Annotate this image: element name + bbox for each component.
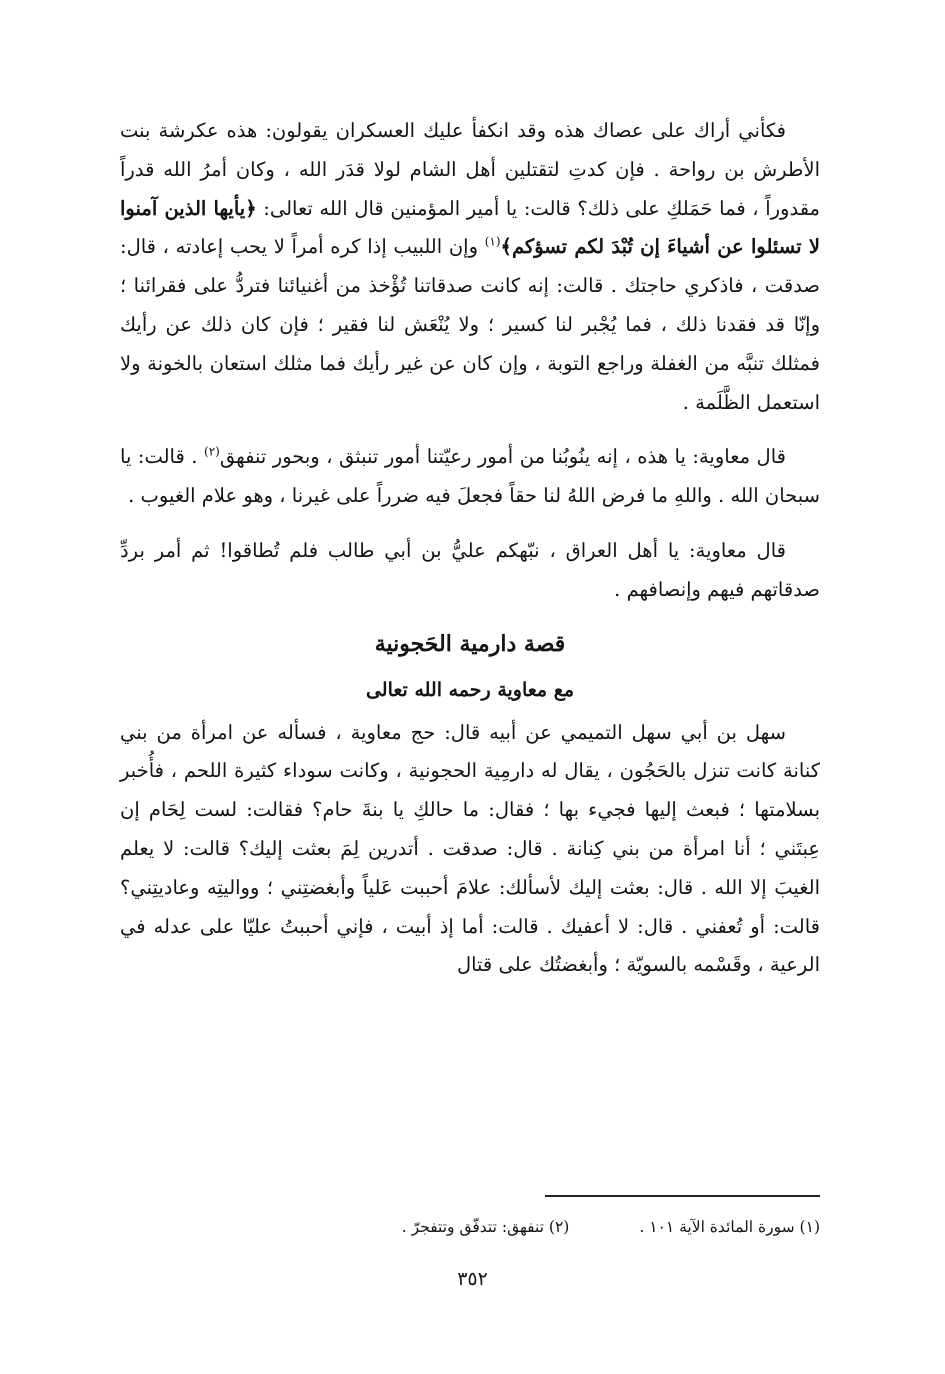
paragraph-1-text-b: وإن اللبيب إذا كره أمراً لا يحب إعادته ، قال: صدقت ، فاذكري حاجتك . قالت: إنه كانت صدقاتنا تُؤْخذ من أغنيائنا فتردُّ على فقرائنا ؛ وإنّا قد فقدنا ذلك ، فما يُجْبر لنا كسير ؛ ولا يُنْعَش لنا فقير ؛ فإن كان ذلك عن رأيك فمثلك تنبَّه من الغفلة وراجع التوبة ، وإن كان عن غير رأيك فما مثلك استعان بالخونة ولا استعمل الظَّلَمة . [120, 235, 820, 414]
section-paragraph: سهل بن أبي سهل التميمي عن أبيه قال: حج معاوية ، فسأله عن امرأة من بني كنانة كانت تنزل بالحَجُون ، يقال له دارمِية الحجونية ، وكانت سوداء كثيرة اللحم ، فأُخبر بسلامتها ؛ فبعث إليها فجيء بها ؛ فقال: ما حالكِ يا بنةَ حام؟ فقالت: لست لِحَام إن عِبتَني ؛ أنا امرأة من بني كِنانة . قال: صدقت . أتدرين لِمَ بعثت إليك؟ قالت: لا يعلم الغيبَ إلا الله . قال: بعثت إليك لأسألك: علامَ أحببت عَلياً وأبغضتِني ؛ وواليتِه وعاديتِني؟ قالت: أو تُعفني . قال: لا أعفيك . قالت: أما إذ أبيت ، فإني أحببتُ عليّا على عدله في الرعية ، وقَسْمه بالسويّة ؛ وأبغضتُك على قتال [120, 720, 820, 977]
footnote-ref-1: (١) [484, 234, 501, 249]
section-subtitle: مع معاوية رحمه الله تعالى [365, 678, 575, 701]
footnote-2: (٢) تنفهق: تتدفّق وتتفجرّ . [401, 1218, 570, 1236]
footnote-ref-2: (٢) [204, 444, 220, 459]
section-title: قصة دارمية الحَجونية [374, 630, 566, 657]
paragraph-2-text-b: . قالت: يا سبحان الله . واللهِ ما فرض اللهُ لنا حقاً فجعلَ فيه ضرراً على غيرنا ، وهو علام الغيوب . [120, 445, 820, 508]
quran-verse: ﴿يأيها الذين آمنوا لا تسئلوا عن أشياءَ إن تُبْدَ لكم تسؤكم﴾ [120, 196, 820, 259]
paragraph-2 [120, 438, 820, 516]
footnote-1: (١) سورة المائدة الآية ١٠١ . [639, 1218, 820, 1236]
paragraph-3: قال معاوية: يا أهل العراق ، نبّهكم عليُّ بن أبي طالب فلم تُطاقوا! ثم أمر بردِّ صدقاتهم فيهم وإنصافهم . [120, 538, 820, 601]
paragraph-2-text-a: قال معاوية: يا هذه ، إنه ينُوبُنا من أمور رعيّتنا أمور تنبثق ، وبحور تنفهق [219, 445, 786, 469]
footnotes [120, 1215, 820, 1239]
page-number: ٣٥٢ [457, 1268, 488, 1290]
paragraph-1-text-a: فكأني أراك على عصاك هذه وقد انكفأ عليك العسكران يقولون: هذه عكرشة بنت الأطرش بن رواحة . فإن كدتِ لتقتلين أهل الشام لولا قدَر الله ، وكان أمرُ الله قدراً مقدوراً ، فما حَمَلكِ على ذلك؟ قالت: يا أمير المؤمنين قال الله تعالى: [120, 119, 820, 220]
paragraph-1 [120, 112, 820, 422]
footnote-divider [545, 1195, 820, 1197]
page-body [120, 112, 820, 985]
